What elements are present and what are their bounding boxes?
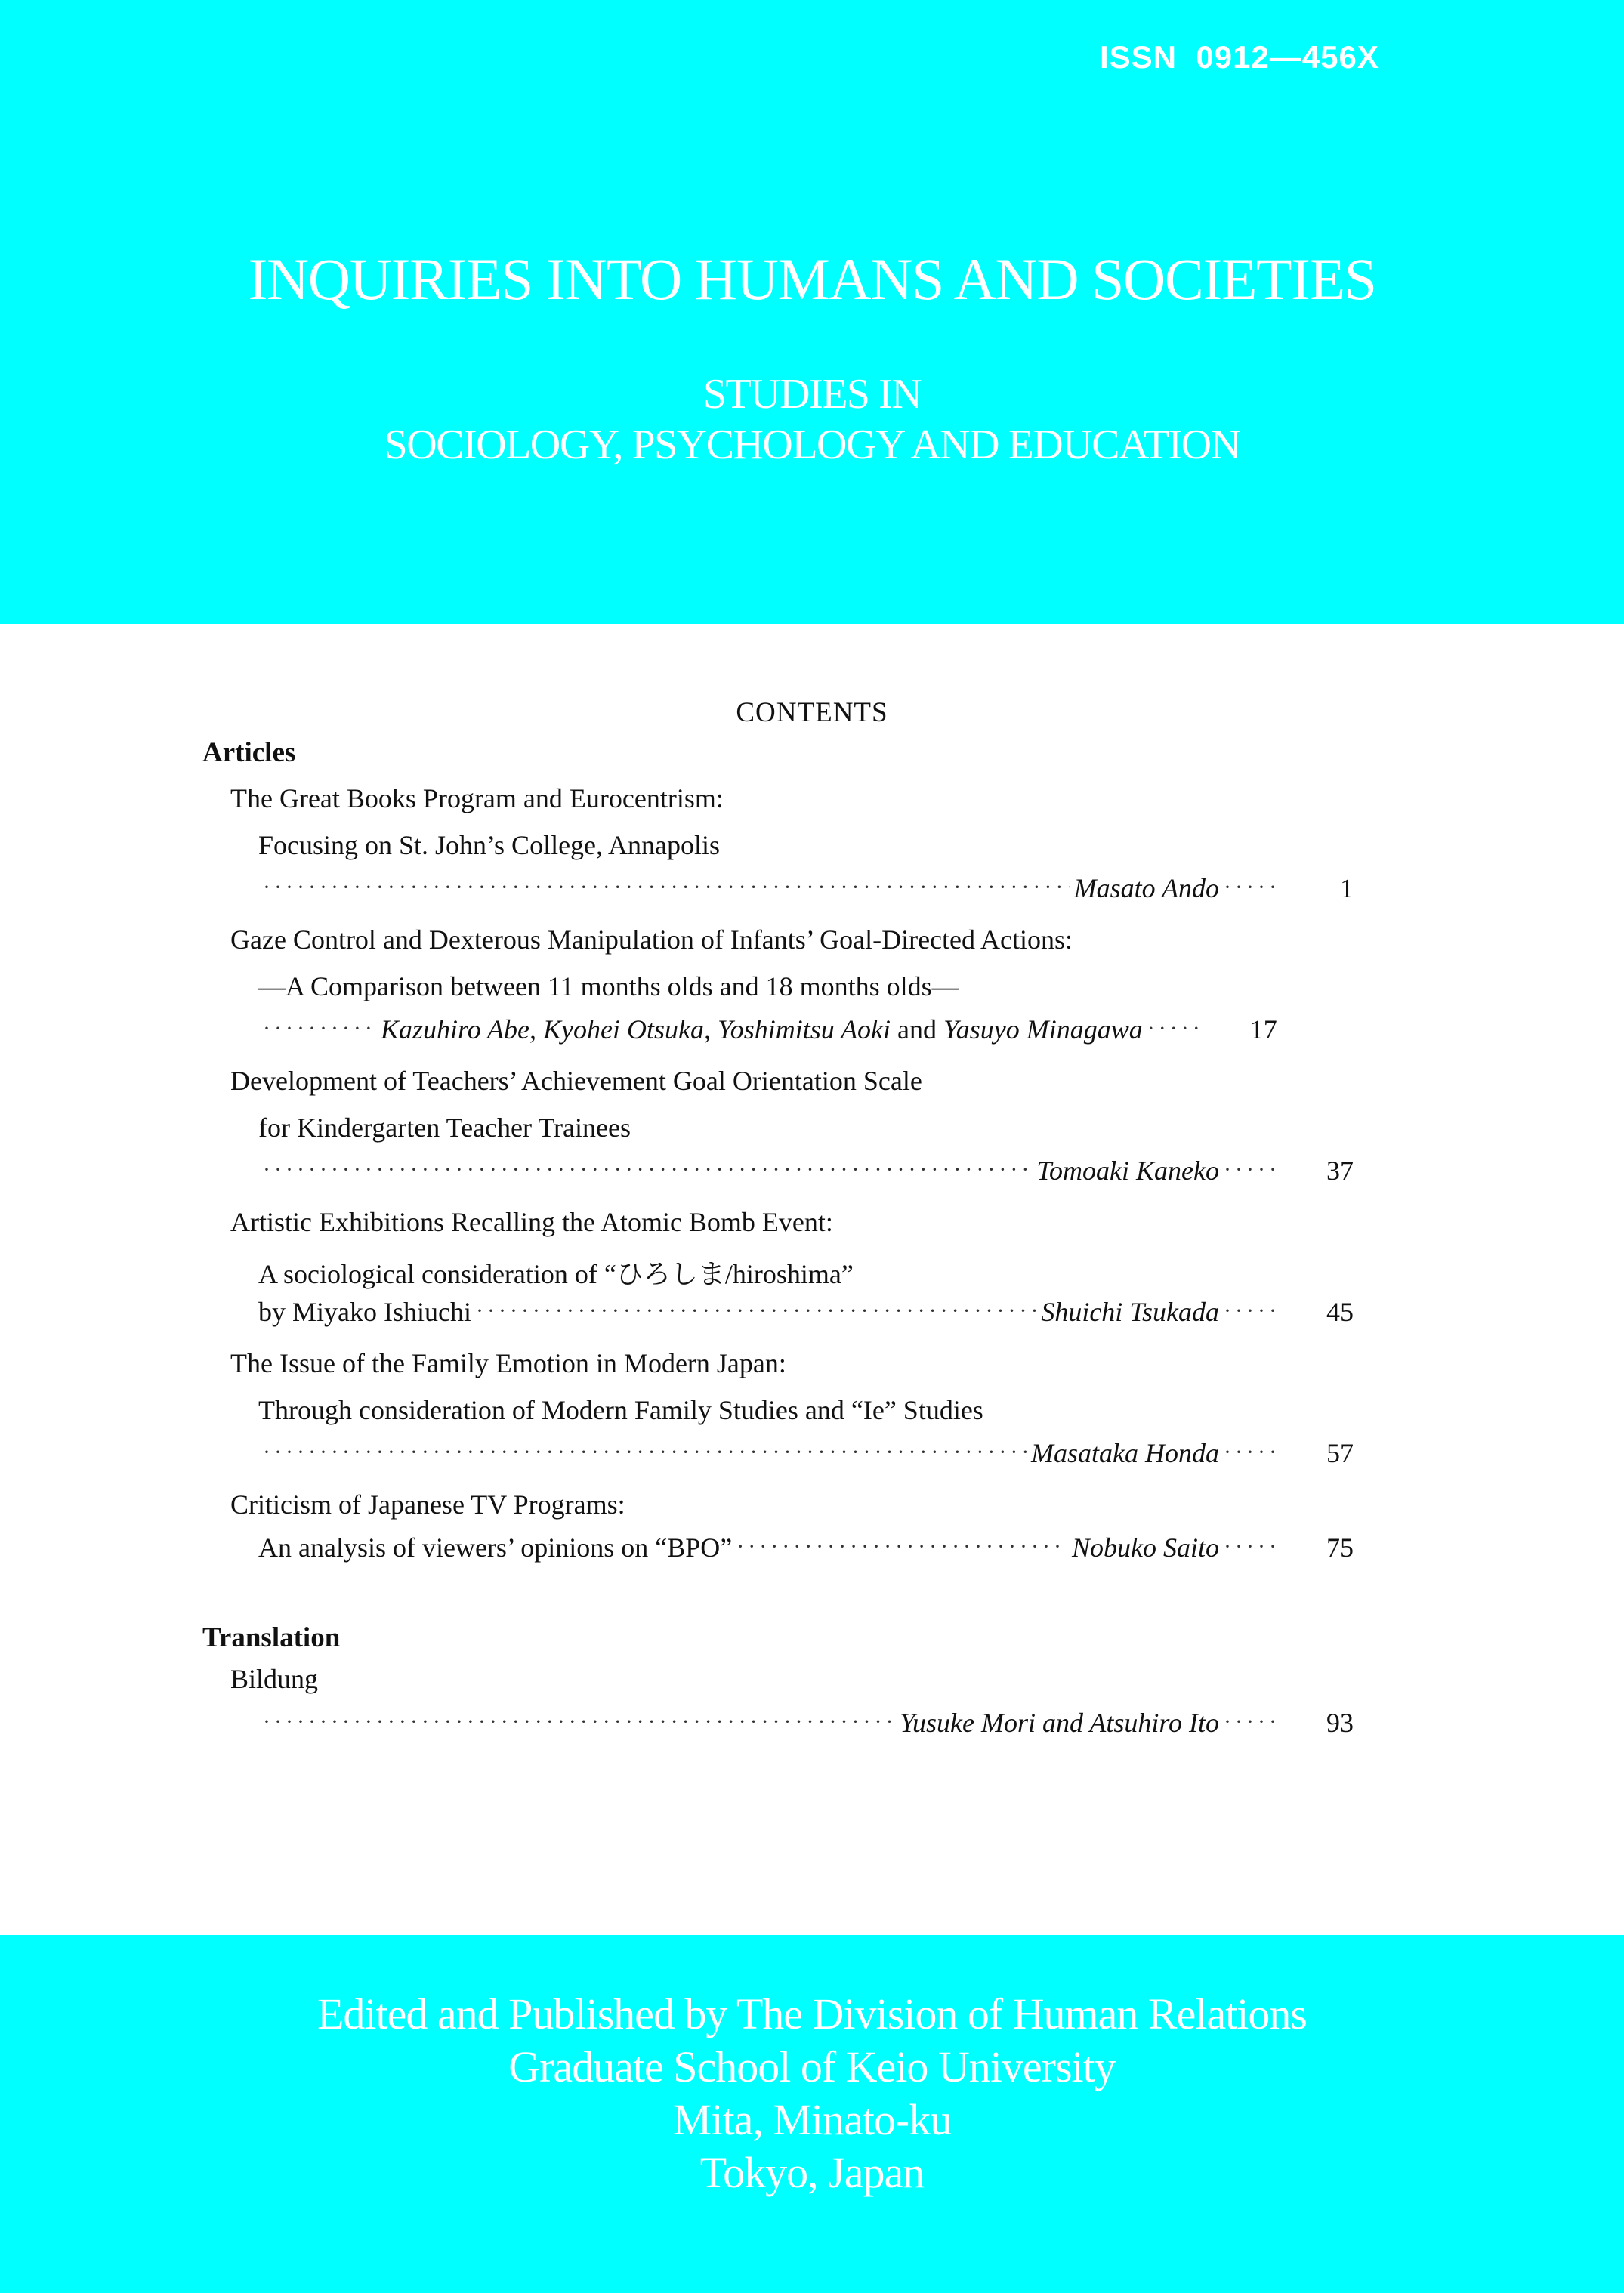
article-5-author: Masataka Honda — [1031, 1438, 1219, 1468]
article-2-authors-part1: Kazuhiro Abe, Kyohei Otsuka, Yoshimitsu Aoki — [381, 1014, 891, 1045]
article-4-author: Shuichi Tsukada — [1041, 1297, 1219, 1327]
article-4-lead: by Miyako Ishiuchi — [258, 1297, 471, 1327]
leader-dots — [1219, 1534, 1296, 1560]
article-1-page: 1 — [1340, 873, 1354, 903]
article-2-authors-part2: Yasuyo Minagawa — [943, 1014, 1143, 1045]
articles-heading: Articles — [202, 737, 296, 768]
article-5-title-line1: The Issue of the Family Emotion in Modern Japan: — [230, 1348, 786, 1378]
article-3-page: 37 — [1326, 1156, 1354, 1186]
article-1-author: Masato Ando — [1073, 873, 1219, 903]
article-2-page: 17 — [1249, 1014, 1277, 1045]
article-4-entry — [258, 1296, 1354, 1334]
article-6-lead: An analysis of viewers’ opinions on “BPO” — [258, 1532, 733, 1563]
article-5-entry — [258, 1437, 1354, 1475]
article-2-authors — [381, 1014, 1143, 1045]
leader-dots — [263, 1709, 895, 1735]
issn-number: ISSN 0912―456X — [1100, 39, 1379, 75]
journal-subtitle-line2: SOCIOLOGY, PSYCHOLOGY AND EDUCATION — [384, 421, 1240, 468]
leader-dots — [1219, 1157, 1296, 1183]
article-4-title-line2: A sociological consideration of “ひろしま/hiroshima” — [258, 1259, 854, 1289]
journal-title: INQUIRIES INTO HUMANS AND SOCIETIES — [248, 246, 1376, 312]
translation-heading: Translation — [202, 1622, 341, 1653]
leader-dots — [1219, 875, 1296, 900]
article-6-author: Nobuko Saito — [1072, 1532, 1219, 1563]
article-2-authors-and: and — [897, 1014, 937, 1045]
contents-heading: CONTENTS — [736, 697, 888, 728]
article-6-page: 75 — [1326, 1532, 1354, 1563]
publisher-line4: Tokyo, Japan — [699, 2148, 925, 2197]
leader-dots — [263, 1016, 376, 1042]
publisher-line3: Mita, Minato-ku — [672, 2095, 952, 2144]
leader-dots — [1143, 1016, 1220, 1042]
article-1-entry — [258, 872, 1354, 910]
article-3-title-line1: Development of Teachers’ Achievement Goal Orientation Scale — [230, 1066, 922, 1096]
cover-top-band — [0, 0, 1624, 624]
article-2-entry — [258, 1014, 1354, 1051]
leader-dots — [263, 1157, 1032, 1183]
article-5-title-line2: Through consideration of Modern Family Studies and “Ie” Studies — [258, 1395, 983, 1425]
article-4-page: 45 — [1326, 1297, 1354, 1327]
article-2-title-line2: ―A Comparison between 11 months olds and 18 months olds― — [258, 971, 959, 1001]
translation-authors: Yusuke Mori and Atsuhiro Ito — [900, 1708, 1219, 1738]
leader-dots — [1219, 1298, 1296, 1324]
article-1-title-line1: The Great Books Program and Eurocentrism: — [230, 783, 724, 813]
article-3-title-line2: for Kindergarten Teacher Trainees — [258, 1113, 631, 1143]
leader-dots — [263, 875, 1070, 900]
article-6-entry — [258, 1532, 1354, 1569]
article-5-page: 57 — [1326, 1438, 1354, 1468]
leader-dots — [476, 1298, 1036, 1324]
publisher-line2: Graduate School of Keio University — [508, 2042, 1116, 2091]
publisher-line1: Edited and Published by The Division of Human Relations — [316, 1989, 1307, 2038]
leader-dots — [736, 1534, 1067, 1560]
article-2-title-line1: Gaze Control and Dexterous Manipulation of Infants’ Goal-Directed Actions: — [230, 924, 1073, 955]
article-4-title-line1: Artistic Exhibitions Recalling the Atomic Bomb Event: — [230, 1207, 833, 1237]
article-3-author: Tomoaki Kaneko — [1036, 1156, 1219, 1186]
leader-dots — [1219, 1709, 1296, 1735]
leader-dots — [263, 1440, 1027, 1465]
translation-entry — [258, 1707, 1354, 1745]
article-1-title-line2: Focusing on St. John’s College, Annapolis — [258, 830, 721, 860]
translation-page: 93 — [1326, 1708, 1354, 1738]
article-6-title-line1: Criticism of Japanese TV Programs: — [230, 1489, 625, 1520]
article-3-entry — [258, 1155, 1354, 1193]
translation-title: Bildung — [230, 1664, 319, 1694]
leader-dots — [1219, 1440, 1296, 1465]
journal-subtitle-line1: STUDIES IN — [702, 371, 922, 418]
